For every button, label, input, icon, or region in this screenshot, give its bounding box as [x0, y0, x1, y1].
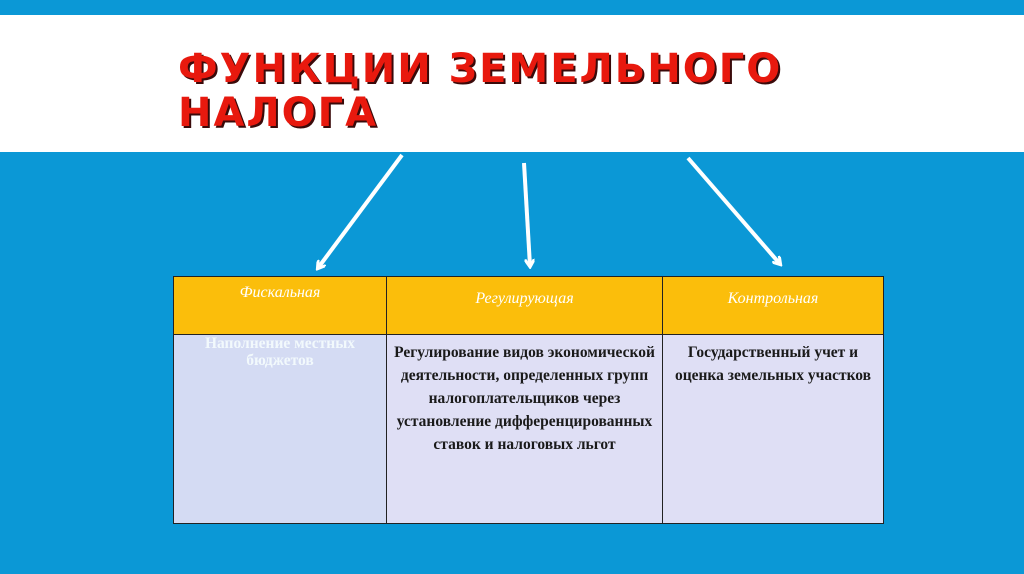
table-body-row — [174, 335, 884, 524]
cell-control: Государственный учет и оценка земельных участков — [663, 335, 884, 524]
title-line-2: НАЛОГА — [178, 90, 379, 136]
header-cell-control: Контрольная — [663, 277, 884, 335]
header-cell-regulating: Регулирующая — [387, 277, 663, 335]
header-cell-fiscal: Фискальная — [174, 277, 387, 335]
arrow-right — [688, 158, 780, 264]
functions-table — [173, 276, 884, 524]
arrow-center — [524, 163, 530, 266]
table-header-row — [174, 277, 884, 335]
title-line-1: ФУНКЦИИ ЗЕМЕЛЬНОГО — [178, 46, 783, 92]
cell-regulating: Регулирование видов экономической деятельности, определенных групп налогоплательщиков через установление дифференцированных ставок и налоговых льгот — [387, 335, 663, 524]
arrow-left — [318, 155, 402, 268]
cell-fiscal: Наполнение местных бюджетов — [174, 335, 387, 524]
